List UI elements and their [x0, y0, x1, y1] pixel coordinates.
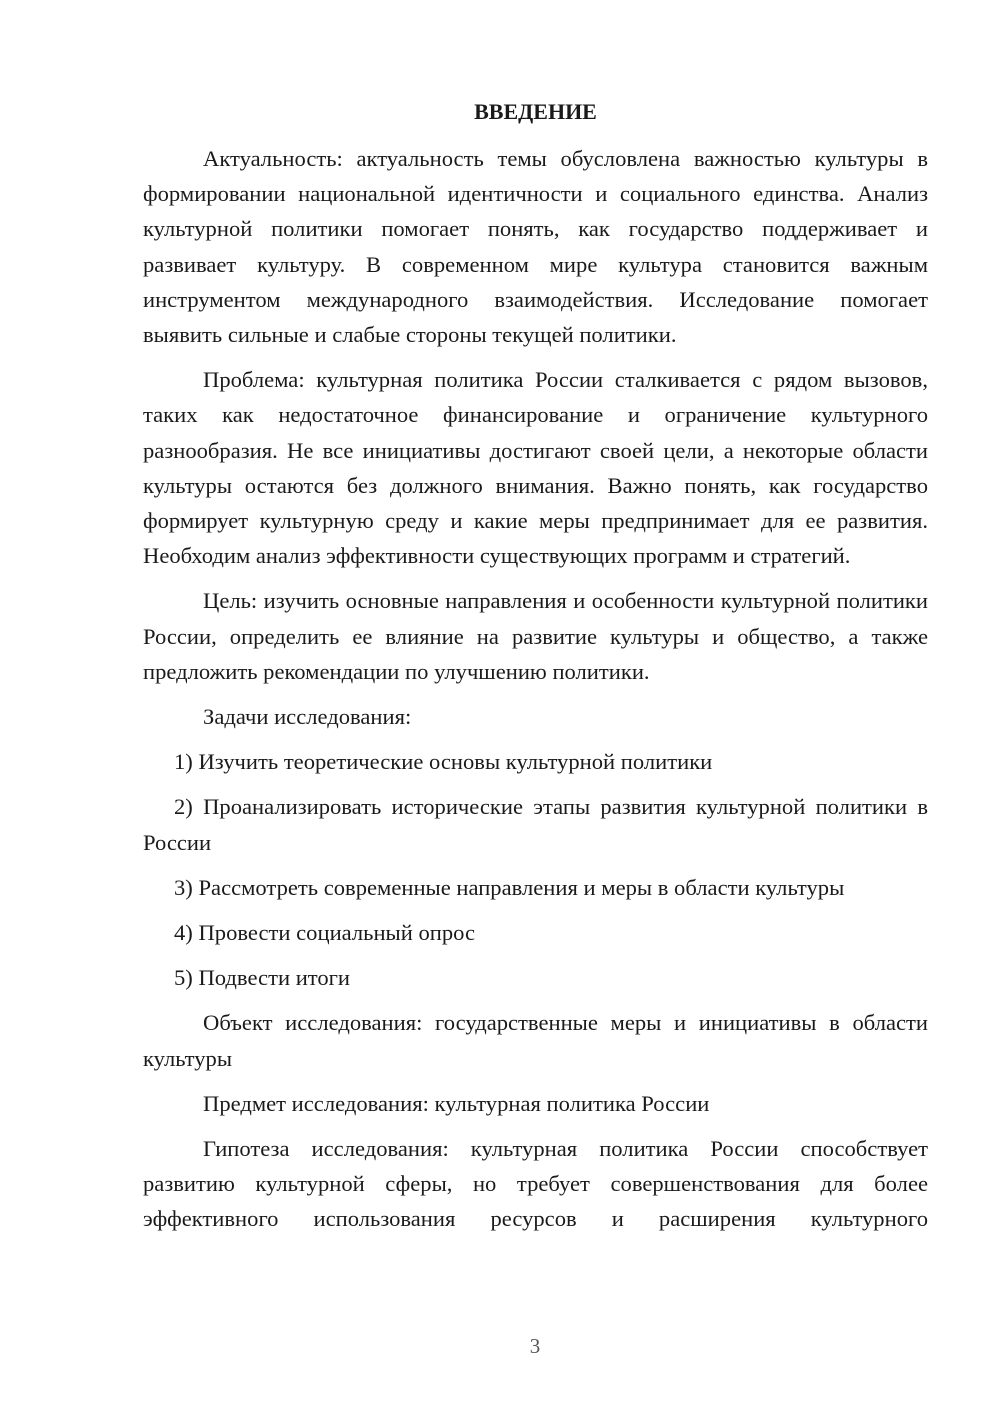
paragraph-hypothesis: Гипотеза исследования: культурная политика России способствует развитию культурной сферы, но требует совершенствования для более эффективного использования ресурсов и расширения культурного — [143, 1136, 928, 1232]
task-item-3: 3) Рассмотреть современные направления и меры в области культуры — [174, 874, 845, 900]
paragraph-problem: Проблема: культурная политика России сталкивается с рядом вызовов, таких как недостаточное финансирование и ограничение культурного разнообразия. Не все инициативы достигают своей цели, а некоторые области культуры остаются без должного внимания. Важно понять, как государство формирует культурную среду и какие меры предпринимает для ее развития. Необходим анализ эффективности существующих программ и стратегий. — [143, 367, 928, 569]
paragraph-subject: Предмет исследования: культурная политика России — [203, 1090, 710, 1116]
tasks-heading: Задачи исследования: — [203, 704, 412, 730]
task-item-1: 1) Изучить теоретические основы культурной политики — [174, 749, 713, 775]
task-item-5: 5) Подвести итоги — [174, 965, 351, 991]
section-title: ВВЕДЕНИЕ — [474, 99, 597, 124]
paragraph-relevance: Актуальность: актуальность темы обусловлена важностью культуры в формировании национальной идентичности и социального единства. Анализ культурной политики помогает понять, как государство поддерживает и развивает культуру. В современном мире культура становится важным инструментом международного взаимодействия. Исследование помогает выявить сильные и слабые стороны текущей политики. — [143, 146, 928, 348]
paragraph-goal: Цель: изучить основные направления и особенности культурной политики России, определить ее влияние на развитие культуры и общество, а также предложить рекомендации по улучшению политики. — [143, 588, 928, 684]
document-page — [143, 94, 928, 1237]
page-number: 3 — [529, 1334, 541, 1358]
task-item-2: 2) Проанализировать исторические этапы развития культурной политики в России — [143, 794, 928, 855]
task-item-4: 4) Провести социальный опрос — [174, 920, 476, 946]
paragraph-object: Объект исследования: государственные меры и инициативы в области культуры — [143, 1010, 928, 1071]
